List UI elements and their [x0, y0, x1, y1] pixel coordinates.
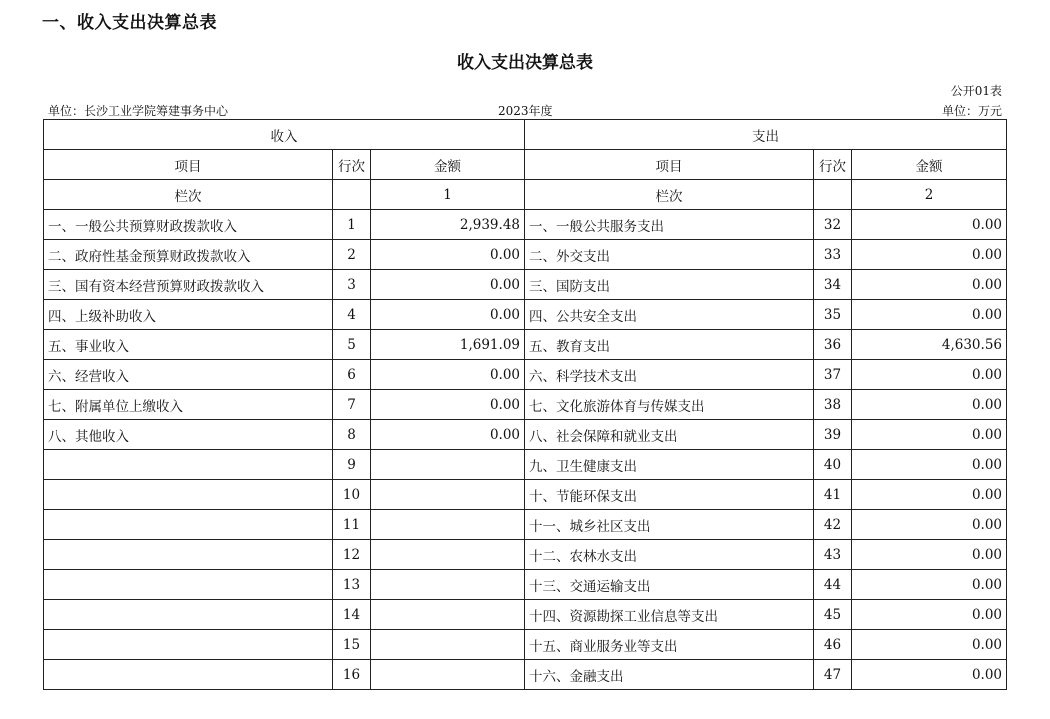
expense-row-no: 32: [814, 210, 852, 240]
income-row-no: 6: [333, 360, 371, 390]
expense-amount: 0.00: [852, 270, 1007, 300]
expense-item: 五、教育支出: [525, 330, 814, 360]
table-row: [44, 360, 1007, 390]
expense-row-no: 43: [814, 540, 852, 570]
expense-amount: 0.00: [852, 210, 1007, 240]
form-number: 公开01表: [950, 84, 1002, 98]
expense-item: 三、国防支出: [525, 270, 814, 300]
header-row-columns: [44, 150, 1007, 180]
income-item: 三、国有资本经营预算财政拨款收入: [44, 270, 333, 300]
expense-column-no-label: 栏次: [525, 180, 814, 210]
expense-row-no: 41: [814, 480, 852, 510]
income-item-header: 项目: [44, 150, 333, 180]
expense-amount: 0.00: [852, 510, 1007, 540]
expense-amount: 0.00: [852, 450, 1007, 480]
income-row-no: 7: [333, 390, 371, 420]
income-item: [44, 480, 333, 510]
income-item: [44, 600, 333, 630]
table-row: [44, 390, 1007, 420]
expense-item: 八、社会保障和就业支出: [525, 420, 814, 450]
expense-item: 十、节能环保支出: [525, 480, 814, 510]
income-amount: [371, 630, 525, 660]
expense-amount: 4,630.56: [852, 330, 1007, 360]
income-item: [44, 570, 333, 600]
expense-item: 十六、金融支出: [525, 660, 814, 690]
income-row-no: 8: [333, 420, 371, 450]
income-row-no: 3: [333, 270, 371, 300]
expense-amount: 0.00: [852, 360, 1007, 390]
expense-row-no: 42: [814, 510, 852, 540]
income-item: 一、一般公共预算财政拨款收入: [44, 210, 333, 240]
income-amount: [371, 660, 525, 690]
expense-row-no: 47: [814, 660, 852, 690]
header-row-column-numbers: [44, 180, 1007, 210]
expense-item: 十二、农林水支出: [525, 540, 814, 570]
income-item: [44, 540, 333, 570]
table-row: [44, 660, 1007, 690]
income-item: [44, 660, 333, 690]
expense-row-no: 37: [814, 360, 852, 390]
income-amount: 0.00: [371, 270, 525, 300]
table-row: [44, 480, 1007, 510]
income-item: [44, 450, 333, 480]
expense-amount: 0.00: [852, 480, 1007, 510]
table-row: [44, 420, 1007, 450]
expense-row-no: 38: [814, 390, 852, 420]
expense-amount: 0.00: [852, 630, 1007, 660]
table-row: [44, 540, 1007, 570]
table-row: [44, 630, 1007, 660]
section-title: 一、收入支出决算总表: [42, 13, 217, 33]
income-amount: 1,691.09: [371, 330, 525, 360]
income-row-no: 14: [333, 600, 371, 630]
income-column-no-label: 栏次: [44, 180, 333, 210]
income-item: 二、政府性基金预算财政拨款收入: [44, 240, 333, 270]
expense-item: 七、文化旅游体育与传媒支出: [525, 390, 814, 420]
income-row-no-header: 行次: [333, 150, 371, 180]
expense-row-no: 45: [814, 600, 852, 630]
income-column-no: 1: [371, 180, 525, 210]
expense-item: 一、一般公共服务支出: [525, 210, 814, 240]
income-amount: [371, 510, 525, 540]
expense-amount: 0.00: [852, 420, 1007, 450]
expense-item: 二、外交支出: [525, 240, 814, 270]
income-row-no: 11: [333, 510, 371, 540]
income-amount: [371, 480, 525, 510]
expense-row-no: 34: [814, 270, 852, 300]
table-row: [44, 570, 1007, 600]
income-row-no: 1: [333, 210, 371, 240]
expense-item: 九、卫生健康支出: [525, 450, 814, 480]
expense-header: 支出: [525, 120, 1007, 150]
income-header: 收入: [44, 120, 525, 150]
expense-row-no: 36: [814, 330, 852, 360]
expense-item: 十三、交通运输支出: [525, 570, 814, 600]
currency-unit: 单位：万元: [941, 104, 1002, 118]
expense-item-header: 项目: [525, 150, 814, 180]
expense-column-no-blank: [814, 180, 852, 210]
expense-row-no: 35: [814, 300, 852, 330]
fiscal-year: 2023年度: [498, 104, 553, 118]
income-amount: 0.00: [371, 420, 525, 450]
table-row: [44, 510, 1007, 540]
expense-amount: 0.00: [852, 600, 1007, 630]
income-item: [44, 630, 333, 660]
income-row-no: 2: [333, 240, 371, 270]
income-item: 八、其他收入: [44, 420, 333, 450]
expense-amount: 0.00: [852, 570, 1007, 600]
header-row-sections: [44, 120, 1007, 150]
income-item: 六、经营收入: [44, 360, 333, 390]
expense-row-no: 44: [814, 570, 852, 600]
expense-amount: 0.00: [852, 660, 1007, 690]
income-row-no: 10: [333, 480, 371, 510]
expense-item: 四、公共安全支出: [525, 300, 814, 330]
table-row: [44, 600, 1007, 630]
reporting-unit: 单位：长沙工业学院筹建事务中心: [48, 104, 229, 118]
expense-row-no: 39: [814, 420, 852, 450]
expense-row-no: 40: [814, 450, 852, 480]
income-amount: [371, 450, 525, 480]
income-row-no: 13: [333, 570, 371, 600]
expense-item: 十五、商业服务业等支出: [525, 630, 814, 660]
income-amount: 0.00: [371, 240, 525, 270]
income-row-no: 15: [333, 630, 371, 660]
table-row: [44, 270, 1007, 300]
expense-amount: 0.00: [852, 390, 1007, 420]
income-row-no: 5: [333, 330, 371, 360]
income-row-no: 12: [333, 540, 371, 570]
expense-row-no: 33: [814, 240, 852, 270]
income-item: 四、上级补助收入: [44, 300, 333, 330]
income-amount: 0.00: [371, 360, 525, 390]
expense-item: 十一、城乡社区支出: [525, 510, 814, 540]
income-expense-table: [43, 119, 1007, 690]
expense-amount: 0.00: [852, 240, 1007, 270]
income-item: 七、附属单位上缴收入: [44, 390, 333, 420]
income-row-no: 9: [333, 450, 371, 480]
expense-amount: 0.00: [852, 540, 1007, 570]
income-row-no: 4: [333, 300, 371, 330]
table-row: [44, 240, 1007, 270]
income-amount: 2,939.48: [371, 210, 525, 240]
income-amount: [371, 540, 525, 570]
expense-row-no-header: 行次: [814, 150, 852, 180]
expense-row-no: 46: [814, 630, 852, 660]
income-amount-header: 金额: [371, 150, 525, 180]
document-title: 收入支出决算总表: [457, 53, 593, 73]
expense-amount-header: 金额: [852, 150, 1007, 180]
expense-amount: 0.00: [852, 300, 1007, 330]
table-row: [44, 330, 1007, 360]
income-row-no: 16: [333, 660, 371, 690]
income-amount: [371, 570, 525, 600]
expense-column-no: 2: [852, 180, 1007, 210]
income-amount: 0.00: [371, 390, 525, 420]
table-row: [44, 450, 1007, 480]
income-item: [44, 510, 333, 540]
expense-item: 十四、资源勘探工业信息等支出: [525, 600, 814, 630]
income-column-no-blank: [333, 180, 371, 210]
income-item: 五、事业收入: [44, 330, 333, 360]
expense-item: 六、科学技术支出: [525, 360, 814, 390]
table-row: [44, 210, 1007, 240]
income-amount: [371, 600, 525, 630]
table-row: [44, 300, 1007, 330]
income-amount: 0.00: [371, 300, 525, 330]
